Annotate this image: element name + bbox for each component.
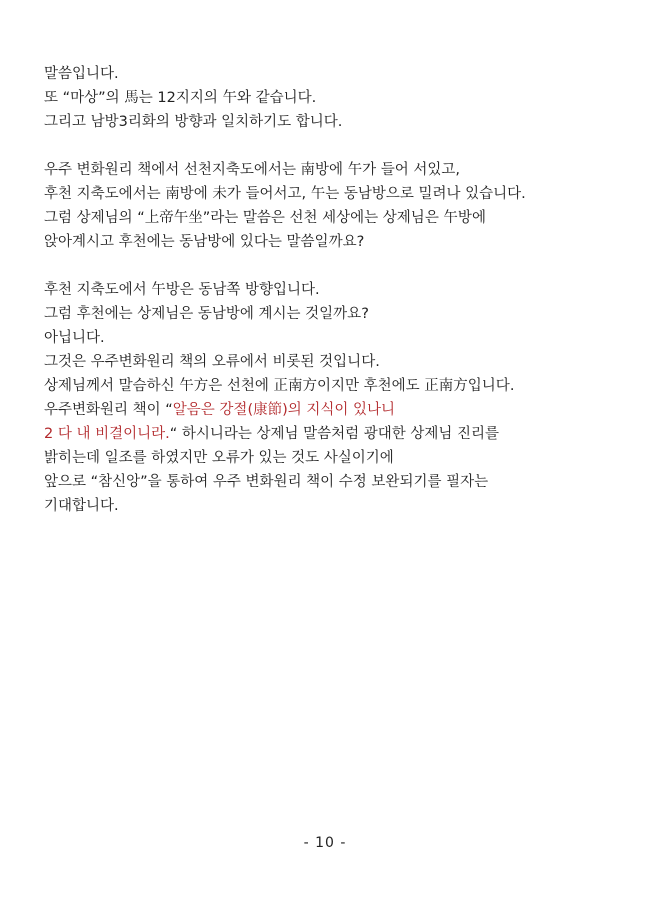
text-line: 그리고 남방3리화의 방향과 일치하기도 합니다. xyxy=(44,114,343,130)
text-line: 상제님께서 말슴하신 午方은 선천에 正南方이지만 후천에도 正南方입니다. xyxy=(44,378,515,394)
page-number: - 10 - xyxy=(303,835,347,851)
body-text xyxy=(44,62,624,518)
text-line: 기대합니다. xyxy=(44,498,119,514)
text-line: 그럼 후천에는 상제님은 동남방에 계시는 것일까요? xyxy=(44,306,369,322)
text-line: 앉아계시고 후천에는 동남방에 있다는 말씀일까요? xyxy=(44,234,365,250)
quote-lead-text: 우주변화원리 책이 “ xyxy=(44,402,173,418)
text-line: 후천 지축도에서 午방은 동남쪽 방향입니다. xyxy=(44,282,320,298)
text-line: 밝히는데 일조를 하였지만 오류가 있는 것도 사실이기에 xyxy=(44,450,394,466)
text-line: 후천 지축도에서는 南방에 未가 들어서고, 午는 동남방으로 밀려나 있습니다. xyxy=(44,186,526,202)
quoted-text-red: 알음은 강절(康節)의 지식이 있나니 xyxy=(172,402,396,418)
text-line: 그것은 우주변화원리 책의 오류에서 비롯된 것입니다. xyxy=(44,354,380,370)
text-line-with-quote xyxy=(44,398,624,422)
text-line: 또 “마상”의 馬는 12지지의 午와 같습니다. xyxy=(44,90,317,106)
text-line-with-quote xyxy=(44,422,624,446)
text-line: 아닙니다. xyxy=(44,330,105,346)
paragraph-spacer xyxy=(44,134,624,158)
text-line: 그럼 상제님의 “上帝午坐”라는 말씀은 선천 세상에는 상제님은 午방에 xyxy=(44,210,486,226)
paragraph-spacer xyxy=(44,254,624,278)
text-line: 우주 변화원리 책에서 선천지축도에서는 南방에 午가 들어 서있고, xyxy=(44,162,461,178)
text-line: 말씀입니다. xyxy=(44,66,119,82)
quoted-text-red: 2 다 내 비결이니라. xyxy=(44,426,170,442)
text-line: 앞으로 “참신앙”을 통하여 우주 변화원리 책이 수정 보완되기를 필자는 xyxy=(44,474,489,490)
quote-trail-text: “ 하시니라는 상제님 말씀처럼 광대한 상제님 진리를 xyxy=(169,426,500,442)
